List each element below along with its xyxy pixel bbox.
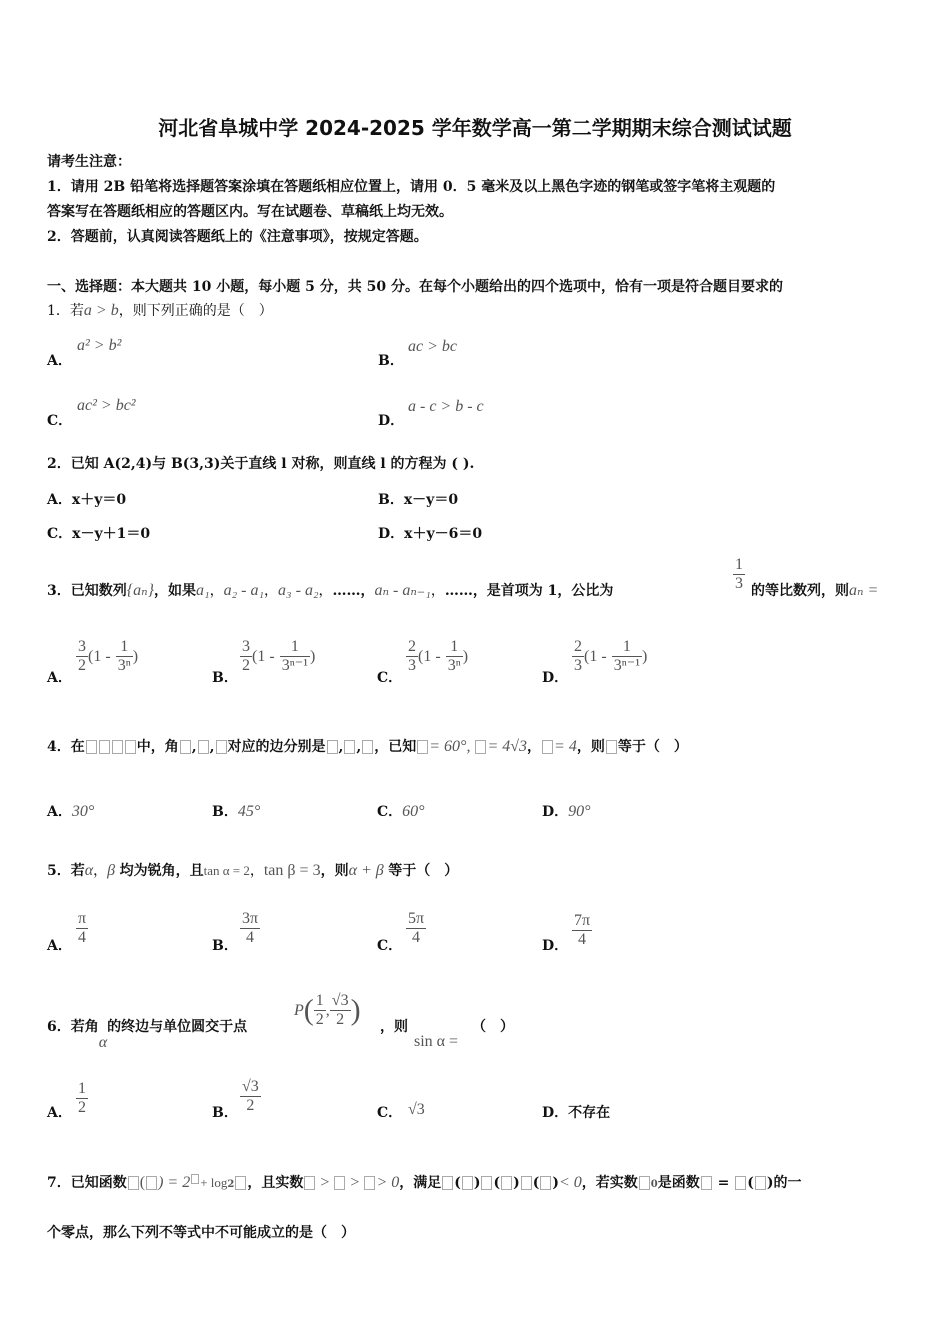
q5-option-d[interactable]: D．: [542, 938, 569, 954]
q6-option-d[interactable]: D．不存在: [542, 1105, 611, 1121]
page-title: 河北省阜城中学 2024-2025 学年数学高一第二学期期末综合测试试题: [158, 116, 792, 140]
q6-option-b-frac: $\frac{√3}{2}$: [242, 1078, 259, 1114]
q4-option-d[interactable]: D．90°: [542, 803, 591, 820]
notice-line-1a: 1．请用 2B 铅笔将选择题答案涂填在答题纸相应位置上，请用 0．5 毫米及以上黑色字迹的钢笔或签字笔将主观题的: [47, 179, 776, 195]
q5-option-d-frac: $\frac{7\pi}{4}$: [574, 912, 591, 948]
question-5-stem: 5．若α，β 均为锐角，且tan α = 2，tan β = 3，则α + β 等于（ ）: [47, 862, 459, 879]
q4-option-c[interactable]: C．60°: [377, 803, 425, 820]
q3-option-b-expr: $\frac{3}{2}$ (1 - $\frac{1}{\text{3ⁿ⁻¹}}$ ): [242, 638, 316, 674]
q4-option-b[interactable]: B．45°: [212, 803, 261, 820]
notice-line-1b: 答案写在答题纸相应的答题区内。写在试题卷、草稿纸上均无效。: [47, 204, 453, 220]
q3-option-d[interactable]: D．: [542, 670, 569, 686]
q6-option-a[interactable]: A．: [47, 1105, 72, 1121]
q6-stem-then: ，则: [380, 1019, 408, 1035]
q1-option-c[interactable]: C．: [47, 413, 73, 429]
q1-option-a[interactable]: A．: [47, 353, 72, 369]
q6-option-c-math: √3: [408, 1101, 425, 1118]
question-1-stem: 1．若a > b，则下列正确的是（ ）: [47, 302, 273, 319]
q5-option-b-frac: $\frac{3\pi}{4}$: [242, 910, 259, 946]
q3-option-a-expr: $\frac{3}{2}$ (1 - $\frac{1}{\text{3ⁿ}}$ ): [78, 638, 139, 674]
q5-option-c-frac: $\frac{5\pi}{4}$: [408, 910, 425, 946]
q3-option-c[interactable]: C．: [377, 670, 403, 686]
q3-option-a[interactable]: A．: [47, 670, 72, 686]
q3-option-c-expr: $\frac{2}{3}$ (1 - $\frac{1}{\text{3ⁿ}}$ ): [408, 638, 469, 674]
q2-option-c[interactable]: C．x－y＋1＝0: [47, 526, 151, 542]
q6-paren: （ ）: [472, 1019, 514, 1035]
q3-option-d-expr: $\frac{2}{3}$ (1 - $\frac{1}{\text{3ⁿ⁻¹}}$ ): [574, 638, 648, 674]
q6-option-b[interactable]: B．: [212, 1105, 238, 1121]
question-7-stem: 7．已知函数 ( ) = 2 + log2 ，且实数 > > > 0，满足 ( ) ( ) ( )< 0，若实数 0是函数 = ( )的一: [47, 1174, 802, 1191]
q1-option-c-math: ac² > bc²: [77, 397, 136, 414]
q2-option-d[interactable]: D．x＋y－6＝0: [378, 526, 483, 542]
q3-option-b[interactable]: B．: [212, 670, 238, 686]
q6-sin-expr: sin α =: [414, 1033, 459, 1050]
q3-stem-end: 的等比数列，则aₙ =: [751, 582, 879, 599]
q1-option-d-math: a - c > b - c: [408, 398, 484, 415]
notice-heading: 请考生注意：: [47, 154, 131, 170]
q6-option-c[interactable]: C．: [377, 1105, 403, 1121]
notice-line-2: 2．答题前，认真阅读答题纸上的《注意事项》，按规定答题。: [47, 229, 428, 245]
q6-option-a-frac: $\frac{1}{2}$: [78, 1080, 86, 1116]
question-4-stem: 4．在 中，角 , , 对应的边分别是 , , ，已知 = 60°, = 4√3， = 4，则 等于（ ）: [47, 738, 688, 755]
q3-ratio-fraction: $\frac{1}{3}$: [735, 556, 743, 592]
question-2-stem: 2．已知 A(2,4)与 B(3,3)关于直线 l 对称，则直线 l 的方程为 ( ).: [47, 456, 475, 472]
q2-option-a[interactable]: A．x＋y＝0: [47, 492, 127, 508]
q1-option-b[interactable]: B．: [378, 353, 404, 369]
q1-option-b-math: ac > bc: [408, 338, 457, 355]
q4-option-a[interactable]: A．30°: [47, 803, 95, 820]
q6-point-p: P( $\frac{1}{2}$ , $\frac{√3}{2}$ ): [294, 992, 361, 1028]
q5-option-b[interactable]: B．: [212, 938, 238, 954]
q1-option-d[interactable]: D．: [378, 413, 405, 429]
section-heading: 一、选择题：本大题共 10 小题，每小题 5 分，共 50 分。在每个小题给出的四个选项中，恰有一项是符合题目要求的: [47, 279, 783, 295]
q2-option-b[interactable]: B．x－y＝0: [378, 492, 459, 508]
question-3-stem: 3．已知数列{aₙ}，如果a₁，a₂ - a₁，a₃ - a₂，……，aₙ - aₙ₋₁，……，是首项为 1，公比为: [47, 582, 614, 599]
q5-option-c[interactable]: C．: [377, 938, 403, 954]
question-6-stem: 6．若角α的终边与单位圆交于点: [47, 1019, 248, 1051]
q5-option-a[interactable]: A．: [47, 938, 72, 954]
q1-option-a-math: a² > b²: [77, 337, 122, 354]
q5-option-a-frac: $\frac{\pi}{4}$: [78, 910, 87, 946]
question-7-stem-line2: 个零点，那么下列不等式中不可能成立的是（ ）: [47, 1225, 355, 1241]
